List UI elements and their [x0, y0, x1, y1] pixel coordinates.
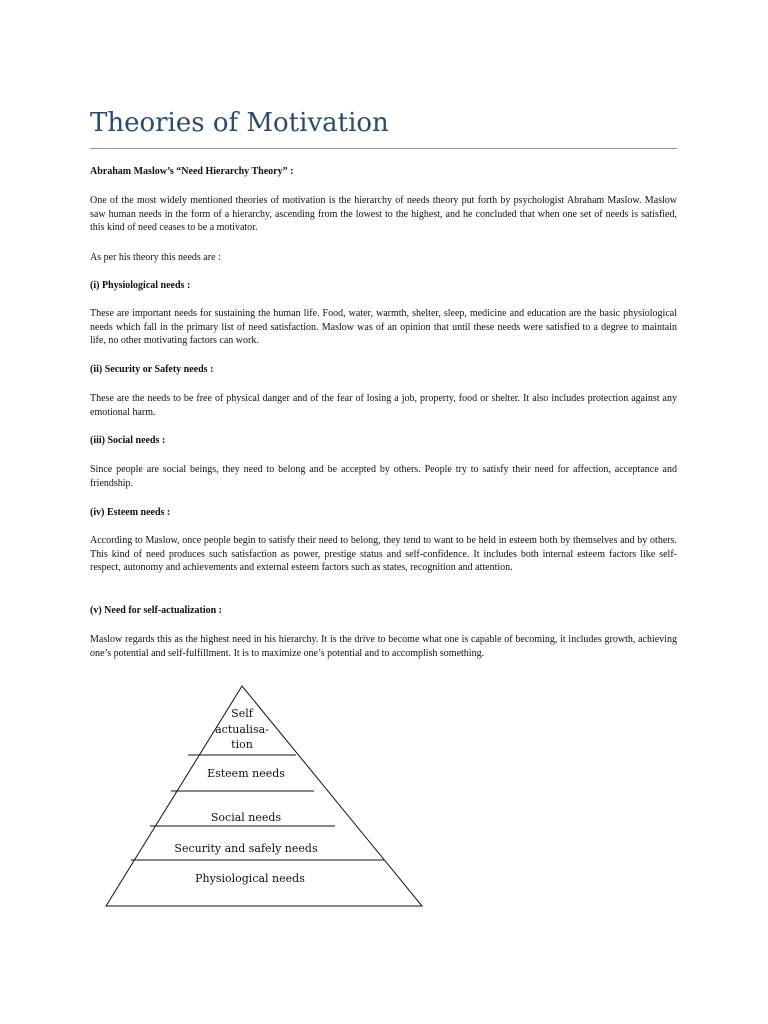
pyramid-level-social: Social needs — [210, 811, 282, 824]
page-title: Theories of Motivation — [90, 108, 389, 138]
section-heading-physiological: (i) Physiological needs : — [90, 280, 191, 291]
theory-subtitle: Abraham Maslow’s “Need Hierarchy Theory” : — [90, 166, 294, 177]
pyramid-apex-line-3: tion — [231, 738, 253, 751]
intro-paragraph: One of the most widely mentioned theories of motivation is the hierarchy of needs theory put forth by psychologist Abraham Maslow. Maslow saw human needs in the form of a hierarchy, ascending from the lowest to the highest, and he concluded that when one set of needs is satisfied, this kind of need ceases to be a motivator. — [90, 195, 677, 234]
pyramid-level-security: Security and safely needs — [174, 842, 318, 855]
maslow-pyramid-diagram — [104, 684, 424, 910]
section-body-social: Since people are social beings, they need to belong and be accepted by others. People try to satisfy their need for affection, acceptance and friendship. — [90, 464, 677, 489]
section-heading-esteem: (iv) Esteem needs : — [90, 507, 171, 518]
pyramid-level-physiological: Physiological needs — [195, 872, 305, 885]
section-body-esteem: According to Maslow, once people begin to satisfy their need to belong, they tend to want to be held in esteem both by themselves and by others. This kind of need produces such satisfaction as power, prestige status and self-confidence. It includes both internal esteem factors like self-respect, autonomy and achievements and external esteem factors such as states, recognition and attention. — [90, 535, 677, 574]
section-body-safety: These are the needs to be free of physical danger and of the fear of losing a job, property, food or shelter. It also includes protection against any emotional harm. — [90, 393, 677, 418]
section-heading-social: (iii) Social needs : — [90, 435, 166, 446]
section-heading-safety: (ii) Security or Safety needs : — [90, 364, 214, 375]
needs-lead-in: As per his theory this needs are : — [90, 252, 221, 263]
pyramid-apex-line-1: Self — [231, 707, 253, 720]
section-body-physiological: These are important needs for sustaining the human life. Food, water, warmth, shelter, sleep, medicine and education are the basic physiological needs which fall in the primary list of need satisfaction. Maslow was of an opinion that until these needs were satisfied to a degree to maintain life, no other motivating factors can work. — [90, 308, 677, 347]
pyramid-level-esteem: Esteem needs — [207, 767, 285, 780]
pyramid-apex-line-2: actualisa- — [215, 723, 269, 736]
section-heading-self-actualization: (v) Need for self-actualization : — [90, 605, 223, 616]
title-underline — [90, 148, 677, 149]
section-body-self-actualization: Maslow regards this as the highest need in his hierarchy. It is the drive to become what one is capable of becoming, it includes growth, achieving one’s potential and self-fulfillment. It is to maximize one’s potential and to accomplish something. — [90, 634, 677, 659]
